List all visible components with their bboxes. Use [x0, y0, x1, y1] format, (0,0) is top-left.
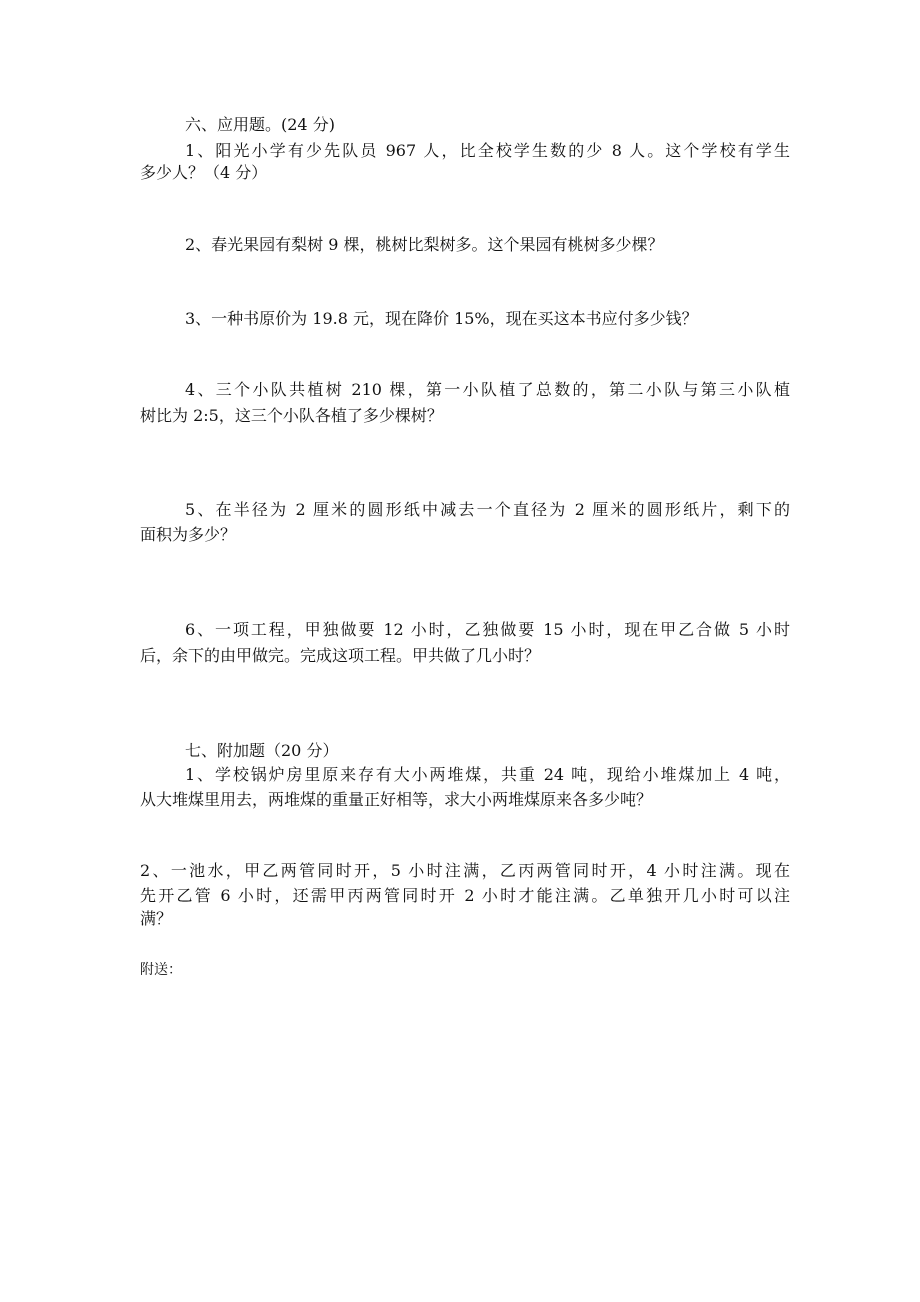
question-7-2-line-3: 满？: [140, 909, 173, 928]
section-6-heading: 六、应用题。(24 分): [185, 115, 335, 134]
question-6-5-line-1: 5、在半径为 2 厘米的圆形纸中减去一个直径为 2 厘米的圆形纸片，剩下的: [185, 500, 790, 519]
question-6-1-line-2: 多少人？（4 分）: [140, 163, 268, 182]
question-6-3-line-1: 3、一种书原价为 19.8 元，现在降价 15%，现在买这本书应付多少钱？: [185, 309, 698, 328]
footer-label: 附送：: [140, 962, 182, 978]
question-6-6-line-1: 6、一项工程，甲独做要 12 小时，乙独做要 15 小时，现在甲乙合做 5 小时: [185, 620, 790, 639]
question-6-4-line-1: 4、三个小队共植树 210 棵，第一小队植了总数的，第二小队与第三小队植: [185, 380, 790, 399]
question-6-5-line-2: 面积为多少？: [140, 525, 237, 544]
question-6-6-line-2: 后，余下的由甲做完。完成这项工程。甲共做了几小时？: [140, 646, 541, 665]
question-6-4-line-2: 树比为 2:5，这三个小队各植了多少棵树？: [140, 406, 443, 425]
question-7-2-line-2: 先开乙管 6 小时，还需甲丙两管同时开 2 小时才能注满。乙单独开几小时可以注: [140, 886, 790, 905]
question-6-1-line-1: 1、阳光小学有少先队员 967 人，比全校学生数的少 8 人。这个学校有学生: [185, 141, 790, 160]
question-7-2-line-1: 2、一池水，甲乙两管同时开，5 小时注满，乙丙两管同时开，4 小时注满。现在: [140, 861, 790, 880]
question-7-1-line-2: 从大堆煤里用去，两堆煤的重量正好相等，求大小两堆煤原来各多少吨？: [140, 790, 653, 809]
question-7-1-line-1: 1、学校锅炉房里原来存有大小两堆煤，共重 24 吨，现给小堆煤加上 4 吨，: [185, 765, 790, 784]
question-6-2-line-1: 2、春光果园有梨树 9 棵，桃树比梨树多。这个果园有桃树多少棵？: [185, 235, 664, 254]
section-7-heading: 七、附加题（20 分）: [185, 741, 339, 760]
